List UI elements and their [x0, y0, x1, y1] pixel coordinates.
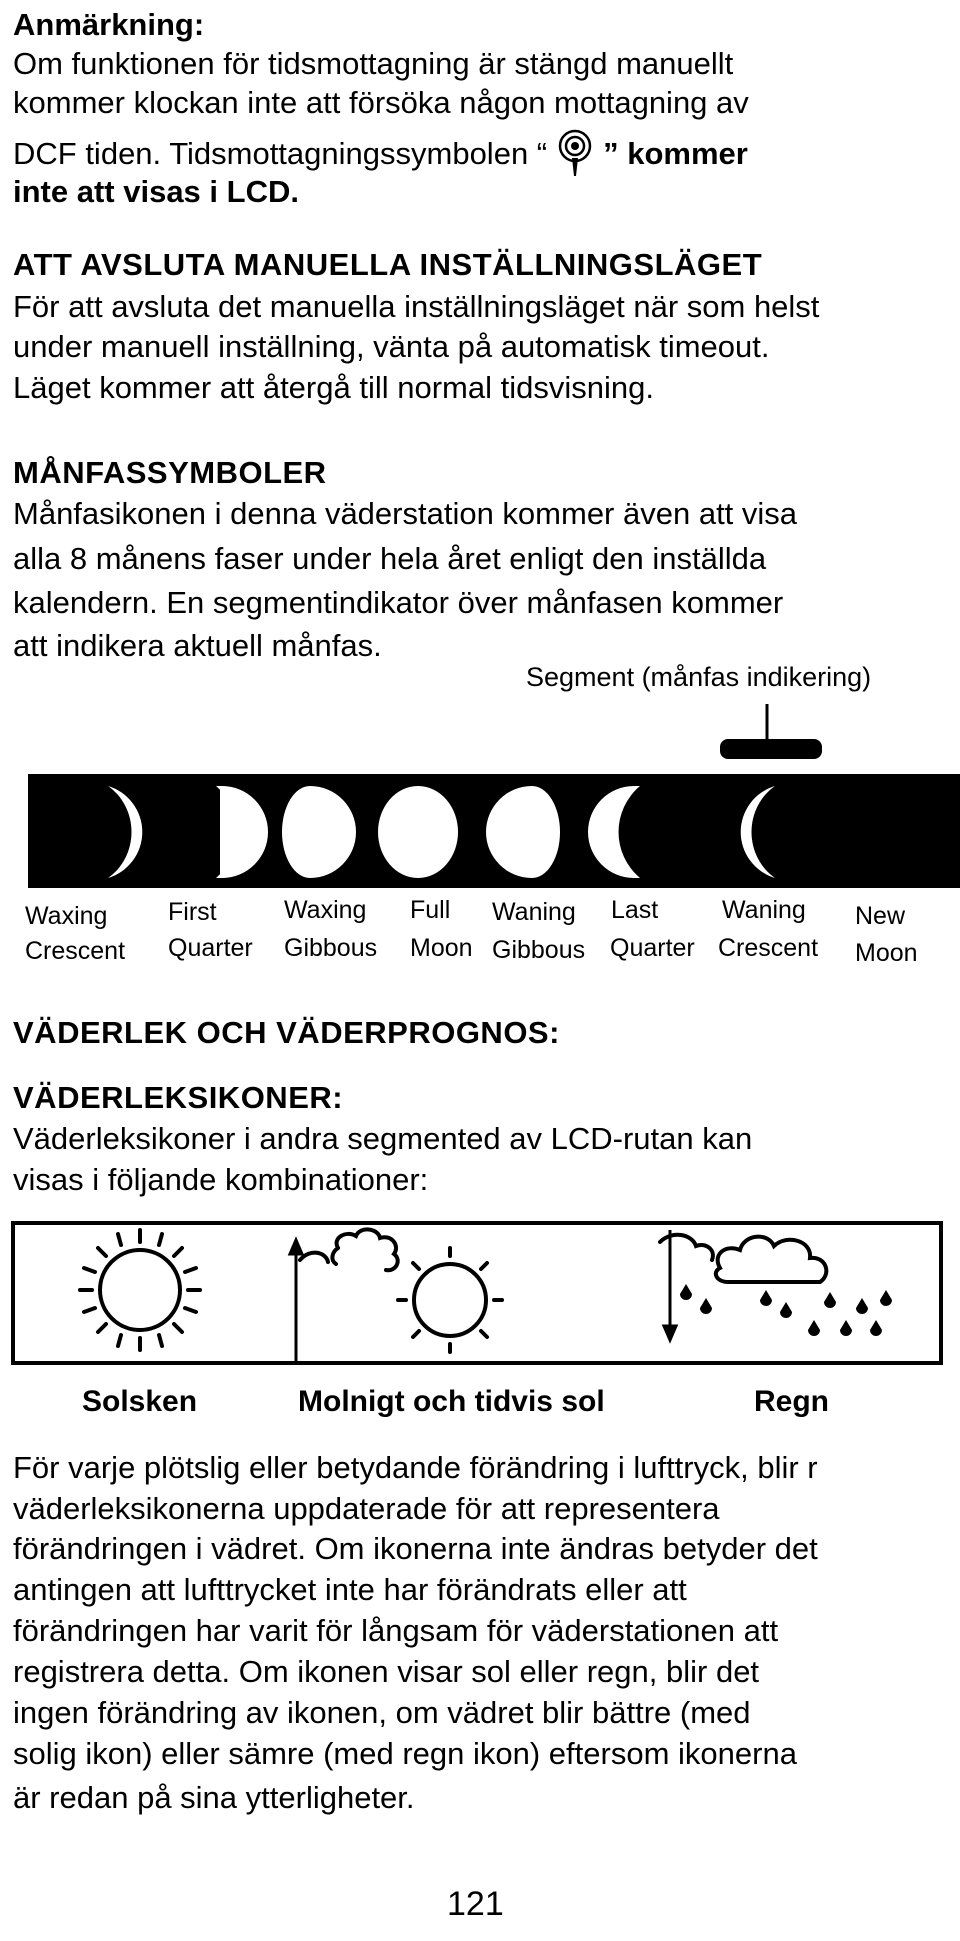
weather-body-line: antingen att lufttrycket inte har förändrats eller att [13, 1572, 687, 1607]
weather-body-line: ingen förändring av ikonen, om vädret blir bättre (med [13, 1695, 751, 1730]
segment-indicator [720, 739, 822, 759]
raindrops-icon [680, 1284, 892, 1336]
note-line-3-post: ” kommer [603, 136, 748, 171]
phase-label: Waxing [25, 902, 108, 930]
weather-icons-heading: VÄDERLEKSIKONER: [13, 1080, 344, 1115]
phase-label: Gibbous [284, 934, 378, 962]
phase-label: Waning [722, 896, 806, 924]
phase-label: Full [410, 896, 451, 924]
full-moon-icon [378, 786, 458, 878]
moon-heading: MÅNFASSYMBOLER [13, 455, 327, 490]
rain-cloud-icon [660, 1235, 826, 1282]
weather-intro-line: Väderleksikoner i andra segmented av LCD-rutan kan [13, 1121, 753, 1156]
weather-body-line: För varje plötslig eller betydande förändring i lufttryck, blir r [13, 1450, 818, 1485]
segment-label: Segment (månfas indikering) [526, 662, 872, 692]
cloud-sun-label: Molnigt och tidvis sol [298, 1385, 605, 1418]
moon-line: kalendern. En segmentindikator över månfasen kommer [13, 585, 784, 620]
moon-phase-strip [0, 690, 960, 890]
exit-heading: ATT AVSLUTA MANUELLA INSTÄLLNINGSLÄGET [13, 247, 763, 282]
note-line-3-pre: DCF tiden. Tidsmottagningssymbolen “ [13, 136, 548, 171]
note-heading: Anmärkning: [13, 7, 205, 42]
weather-body-line: registrera detta. Om ikonen visar sol eller regn, blir det [13, 1654, 760, 1689]
weather-icons-panel [0, 1190, 960, 1370]
signal-reception-icon [553, 128, 597, 172]
note-line-2: kommer klockan inte att försöka någon mottagning av [13, 85, 749, 120]
moon-line: Månfasikonen i denna väderstation kommer även att visa [13, 496, 798, 531]
phase-label: New [855, 902, 906, 930]
exit-line: För att avsluta det manuella inställningsläget när som helst [13, 289, 820, 324]
phase-label: Crescent [25, 937, 126, 965]
phase-label: Quarter [168, 934, 253, 962]
moon-line: alla 8 månens faser under hela året enligt den inställda [13, 541, 767, 576]
cloud-sun-icon [300, 1229, 502, 1352]
phase-label: Last [611, 896, 659, 924]
weather-body-line: väderleksikonerna uppdaterade för att representera [13, 1491, 720, 1526]
weather-body-line: är redan på sina ytterligheter. [13, 1780, 415, 1815]
phase-label: First [168, 898, 217, 926]
note-line-4: inte att visas i LCD. [13, 174, 299, 209]
falling-arrow-icon [664, 1230, 676, 1340]
note-line-3 [13, 128, 748, 173]
phase-label: Moon [855, 939, 918, 967]
note-line-1: Om funktionen för tidsmottagning är stängd manuellt [13, 46, 734, 81]
exit-line: Läget kommer att återgå till normal tidsvisning. [13, 370, 654, 405]
weather-body-line: förändringen i vädret. Om ikonerna inte ändras betyder det [13, 1531, 818, 1566]
phase-label: Moon [410, 934, 473, 962]
sun-label: Solsken [82, 1385, 198, 1418]
sun-icon [80, 1230, 200, 1350]
exit-line: under manuell inställning, vänta på automatisk timeout. [13, 329, 770, 364]
phase-label: Waxing [284, 896, 367, 924]
rain-label: Regn [754, 1385, 829, 1418]
phase-label: Crescent [718, 934, 819, 962]
phase-label: Quarter [610, 934, 695, 962]
moon-line: att indikera aktuell månfas. [13, 628, 382, 663]
page-number: 121 [447, 1885, 504, 1923]
weather-body-line: förändringen har varit för långsam för väderstationen att [13, 1613, 779, 1648]
phase-label: Waning [492, 898, 576, 926]
weather-body-line: solig ikon) eller sämre (med regn ikon) eftersom ikonerna [13, 1736, 797, 1771]
phase-label: Gibbous [492, 936, 586, 964]
weather-heading: VÄDERLEK OCH VÄDERPROGNOS: [13, 1015, 560, 1050]
weather-intro-line: visas i följande kombinationer: [13, 1162, 429, 1197]
